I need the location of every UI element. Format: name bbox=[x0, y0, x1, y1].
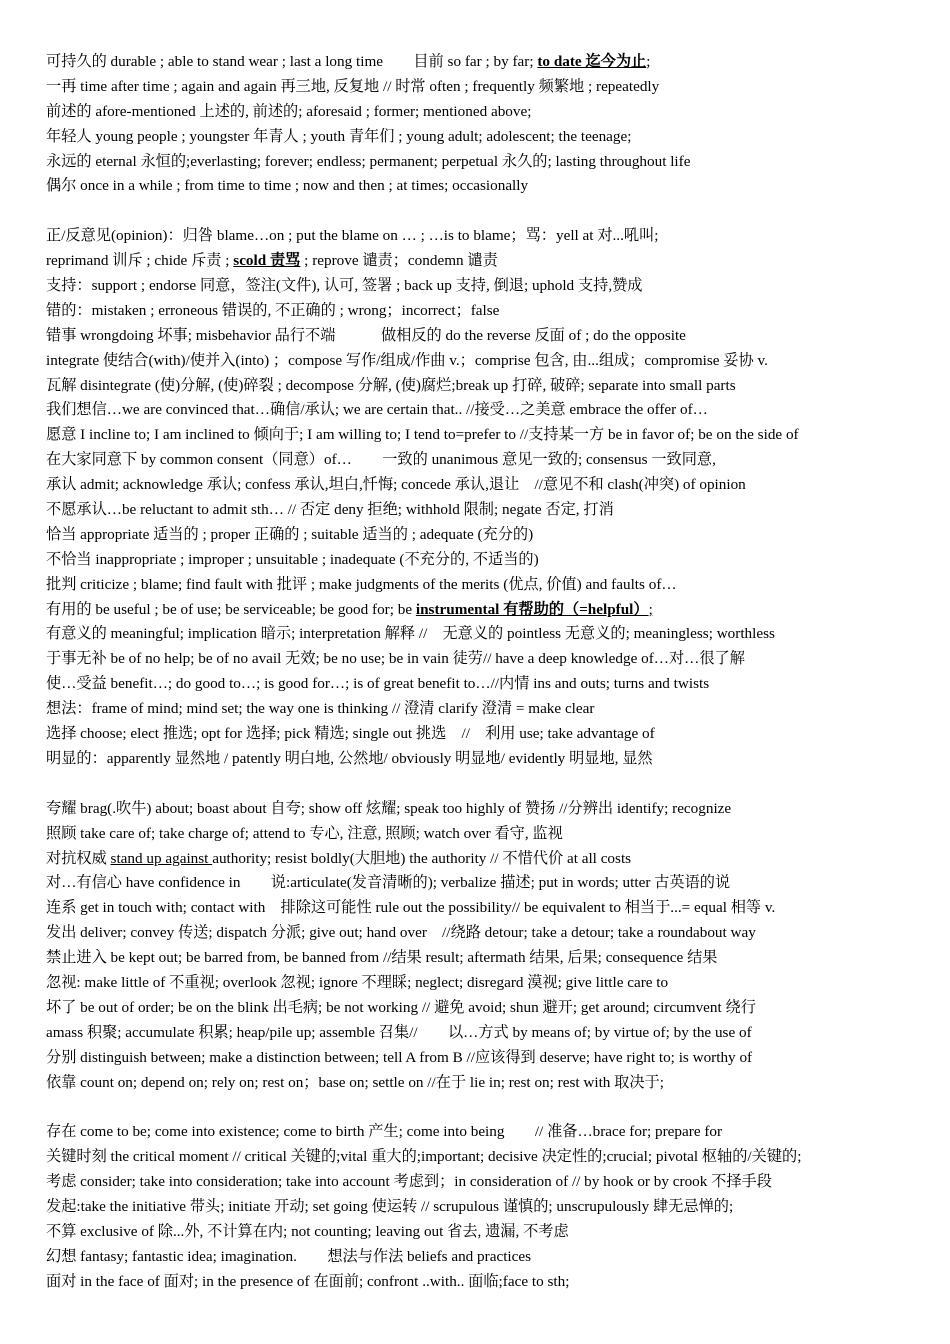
paragraph-gap bbox=[46, 772, 926, 797]
emphasized-term: to date 迄今为止 bbox=[537, 53, 647, 70]
line-text: 连系 get in touch with; contact with 排除这可能性 rule out the possibility// be equivalent to 相当于...= equal 相等 v. bbox=[46, 899, 776, 917]
text-line bbox=[46, 797, 926, 822]
text-line bbox=[46, 324, 926, 349]
text-line bbox=[46, 174, 926, 199]
text-line bbox=[46, 598, 926, 623]
line-text: 发起:take the initiative 带头; initiate 开动; set going 使运转 // scrupulous 谨慎的; unscrupulously 肆无忌惮的; bbox=[46, 1197, 734, 1215]
line-text: 分别 distinguish between; make a distinction between; tell A from B //应该得到 deserve; have right to; is worthy of bbox=[46, 1048, 753, 1066]
text-line bbox=[46, 1046, 926, 1071]
text-line bbox=[46, 1170, 926, 1195]
line-text: 瓦解 disintegrate (使)分解, (使)碎裂 ; decompose 分解, (使)腐烂;break up 打碎, 破碎; separate into small parts bbox=[46, 376, 736, 394]
line-text: 幻想 fantasy; fantastic idea; imagination. 想法与作法 beliefs and practices bbox=[46, 1247, 532, 1265]
text-line bbox=[46, 249, 926, 274]
text-line bbox=[46, 100, 926, 125]
text-line bbox=[46, 1120, 926, 1145]
text-line bbox=[46, 125, 926, 150]
text-line bbox=[46, 573, 926, 598]
line-text: 承认 admit; acknowledge 承认; confess 承认,坦白,忏悔; concede 承认,退让 //意见不和 clash(冲突) of opinion bbox=[46, 476, 746, 494]
text-line bbox=[46, 896, 926, 921]
line-text: 禁止进入 be kept out; be barred from, be banned from //结果 result; aftermath 结果, 后果; consequence 结果 bbox=[46, 949, 718, 967]
text-line bbox=[46, 1195, 926, 1220]
line-text: 不算 exclusive of 除...外, 不计算在内; not counting; leaving out 省去, 遗漏, 不考虑 bbox=[46, 1222, 569, 1240]
text-line bbox=[46, 971, 926, 996]
text-line bbox=[46, 1220, 926, 1245]
text-line bbox=[46, 921, 926, 946]
line-text: 坏了 be out of order; be on the blink 出毛病; be not working // 避免 avoid; shun 避开; get around; circumvent 绕行 bbox=[46, 998, 756, 1016]
document-page bbox=[46, 50, 926, 1295]
line-text: 明显的：apparently 显然地 / patently 明白地, 公然地/ obviously 明显地/ evidently 明显地, 显然 bbox=[46, 749, 653, 767]
line-text: 错事 wrongdoing 坏事; misbehavior 品行不端 做相反的 do the reverse 反面 of ; do the opposite bbox=[46, 326, 686, 344]
text-line bbox=[46, 423, 926, 448]
underlined-text: ; bbox=[648, 600, 653, 618]
line-text: 正/反意见(opinion)：归咎 blame…on ; put the blame on … ; …is to blame；骂：yell at 对...吼叫; bbox=[46, 227, 659, 245]
text-line bbox=[46, 548, 926, 573]
line-text: 发出 deliver; convey 传送; dispatch 分派; give out; hand over //绕路 detour; take a detour; take a roundabout way bbox=[46, 924, 756, 942]
line-text: 有用的 be useful ; be of use; be serviceable; be good for; be bbox=[46, 600, 416, 618]
text-line bbox=[46, 1071, 926, 1096]
line-text: 支持：support ; endorse 同意，签注(文件), 认可, 签署 ; back up 支持, 倒退; uphold 支持,赞成 bbox=[46, 277, 643, 295]
line-text: 永远的 eternal 永恒的;everlasting; forever; endless; permanent; perpetual 永久的; lasting throughout life bbox=[46, 152, 691, 170]
line-text: reprimand 训斥 ; chide 斥责 ; bbox=[46, 252, 234, 270]
text-line bbox=[46, 50, 926, 75]
emphasized-term: instrumental 有帮助的（=helpful） bbox=[415, 600, 649, 618]
line-text: 对抗权威 bbox=[46, 849, 111, 867]
text-line bbox=[46, 398, 926, 423]
line-text: 面对 in the face of 面对; in the presence of 在面前; confront ..with.. 面临;face to sth; bbox=[46, 1272, 570, 1290]
emphasized-term: scold 责骂 bbox=[233, 252, 301, 270]
line-text: 可持久的 durable ; able to stand wear ; last a long time 目前 so far ; by far; bbox=[46, 53, 538, 70]
line-text: 考虑 consider; take into consideration; take into account 考虑到；in consideration of // by hook or by crook 不择手段 bbox=[46, 1173, 772, 1191]
text-line bbox=[46, 523, 926, 548]
line-text: ; bbox=[646, 53, 651, 70]
line-text: 忽视: make little of 不重视; overlook 忽视; ignore 不理睬; neglect; disregard 漠视; give little care to bbox=[46, 973, 669, 991]
line-text: ; reprove 谴责；condemn 谴责 bbox=[300, 252, 498, 270]
text-line bbox=[46, 349, 926, 374]
text-line bbox=[46, 374, 926, 399]
line-text: 我们想信…we are convinced that…确信/承认; we are certain that.. //接受…之美意 embrace the offer of… bbox=[46, 401, 708, 419]
line-text: 错的：mistaken ; erroneous 错误的, 不正确的 ; wrong；incorrect；false bbox=[46, 301, 500, 319]
line-text: 不愿承认…be reluctant to admit sth… // 否定 deny 拒绝; withhold 限制; negate 否定, 打消 bbox=[46, 501, 614, 519]
line-text: 不恰当 inappropriate ; improper ; unsuitable ; inadequate (不充分的, 不适当的) bbox=[46, 550, 539, 568]
text-line bbox=[46, 498, 926, 523]
line-text: 照顾 take care of; take charge of; attend to 专心, 注意, 照顾; watch over 看守, 监视 bbox=[46, 824, 563, 842]
text-line bbox=[46, 722, 926, 747]
text-line bbox=[46, 747, 926, 772]
text-line bbox=[46, 672, 926, 697]
line-text: 对…有信心 have confidence in 说:articulate(发音清晰的); verbalize 描述; put in words; utter 古英语的说 bbox=[46, 874, 731, 892]
text-line bbox=[46, 622, 926, 647]
text-line bbox=[46, 871, 926, 896]
line-text: 年轻人 young people ; youngster 年青人 ; youth 青年们 ; young adult; adolescent; the teenage; bbox=[46, 127, 632, 145]
line-text: 一再 time after time ; again and again 再三地, 反复地 // 时常 often ; frequently 频繁地 ; repeatedly bbox=[46, 77, 660, 95]
line-text: 前述的 afore-mentioned 上述的, 前述的; aforesaid ; former; mentioned above; bbox=[46, 102, 532, 120]
line-text: 想法：frame of mind; mind set; the way one is thinking // 澄清 clarify 澄清 = make clear bbox=[46, 700, 595, 718]
text-line bbox=[46, 996, 926, 1021]
text-line bbox=[46, 224, 926, 249]
line-text: 在大家同意下 by common consent（同意）of… 一致的 unanimous 意见一致的; consensus 一致同意, bbox=[46, 451, 716, 469]
text-line bbox=[46, 822, 926, 847]
line-text: 偶尔 once in a while ; from time to time ; now and then ; at times; occasionally bbox=[46, 177, 529, 195]
line-text: amass 积聚; accumulate 积累; heap/pile up; assemble 召集// 以…方式 by means of; by virtue of; by the use of bbox=[46, 1023, 752, 1041]
underlined-text: stand up against bbox=[110, 849, 213, 867]
paragraph-gap bbox=[46, 1095, 926, 1120]
text-line bbox=[46, 697, 926, 722]
text-line bbox=[46, 946, 926, 971]
text-line bbox=[46, 75, 926, 100]
line-text: 关键时刻 the critical moment // critical 关键的;vital 重大的;important; decisive 决定性的;crucial; pivotal 枢轴的/关键的; bbox=[46, 1148, 802, 1166]
text-line bbox=[46, 1145, 926, 1170]
line-text: 有意义的 meaningful; implication 暗示; interpretation 解释 // 无意义的 pointless 无意义的; meaningless; worthless bbox=[46, 625, 775, 643]
text-line bbox=[46, 1021, 926, 1046]
line-text: 恰当 appropriate 适当的 ; proper 正确的 ; suitable 适当的 ; adequate (充分的) bbox=[46, 525, 534, 543]
text-line bbox=[46, 1245, 926, 1270]
line-text: integrate 使结合(with)/使并入(into) ；compose 写作/组成/作曲 v.；comprise 包含, 由...组成；compromise 妥协 v. bbox=[46, 351, 768, 369]
line-text: 选择 choose; elect 推选; opt for 选择; pick 精选; single out 挑选 // 利用 use; take advantage of bbox=[46, 725, 655, 743]
text-line bbox=[46, 847, 926, 872]
text-line bbox=[46, 473, 926, 498]
text-line bbox=[46, 299, 926, 324]
text-line bbox=[46, 448, 926, 473]
line-text: 于事无补 be of no help; be of no avail 无效; be no use; be in vain 徒劳// have a deep knowledge of…对…很了解 bbox=[46, 650, 745, 668]
line-text: 愿意 I incline to; I am inclined to 倾向于; I am willing to; I tend to=prefer to //支持某一方 be in favor of; be on the side of bbox=[46, 426, 799, 444]
line-text: 夸耀 brag(.吹牛) about; boast about 自夸; show off 炫耀; speak too highly of 赞扬 //分辨出 identify; recognize bbox=[46, 799, 732, 817]
line-text: authority; resist boldly(大胆地) the authority // 不惜代价 at all costs bbox=[212, 849, 632, 867]
line-text: 使…受益 benefit…; do good to…; is good for…; is of great benefit to…//内情 ins and outs; turns and twists bbox=[46, 675, 710, 693]
text-line bbox=[46, 150, 926, 175]
line-text: 批判 criticize ; blame; find fault with 批评 ; make judgments of the merits (优点, 价值) and faults of… bbox=[46, 575, 677, 593]
line-text: 存在 come to be; come into existence; come to birth 产生; come into being // 准备…brace for; prepare for bbox=[46, 1123, 723, 1141]
text-line bbox=[46, 1270, 926, 1295]
line-text: 依靠 count on; depend on; rely on; rest on；base on; settle on //在于 lie in; rest on; rest with 取决于; bbox=[46, 1073, 664, 1091]
text-line bbox=[46, 274, 926, 299]
paragraph-gap bbox=[46, 199, 926, 224]
text-line bbox=[46, 647, 926, 672]
